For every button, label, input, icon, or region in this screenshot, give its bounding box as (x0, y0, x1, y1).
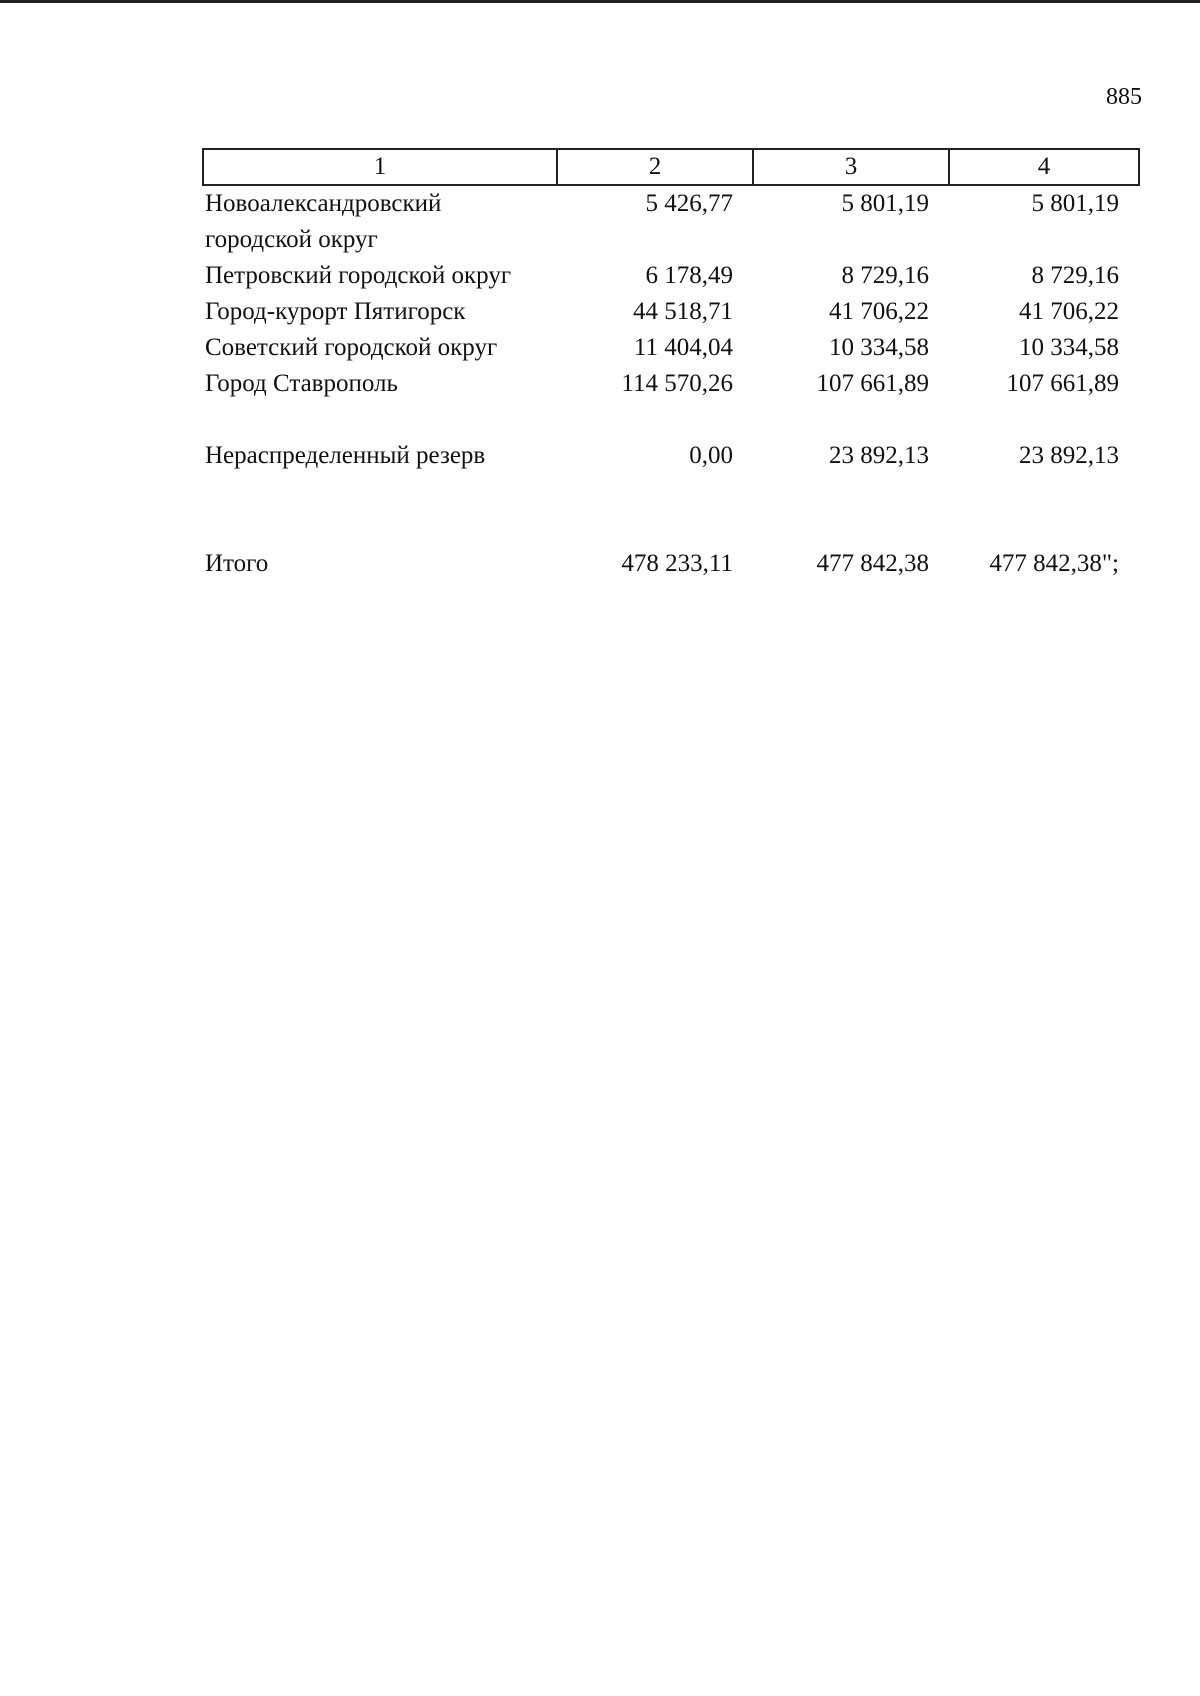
row-value-col4: 8 729,16 (1031, 262, 1119, 289)
row-name: Нераспределенный резерв (205, 442, 486, 469)
row-value-col3: 8 729,16 (841, 262, 929, 289)
row-value-col2: 11 404,04 (633, 334, 733, 361)
row-name: Петровский городской округ (205, 262, 512, 289)
row-value-col4: 107 661,89 (1006, 370, 1119, 397)
table-row-total (203, 474, 1139, 582)
table-row (203, 185, 1139, 258)
row-value-col3: 5 801,19 (841, 190, 929, 217)
row-name: Новоалександровский городской округ (205, 190, 442, 253)
row-value-col2: 5 426,77 (645, 190, 733, 217)
allocation-table (202, 148, 1140, 582)
row-name: Итого (205, 550, 269, 577)
table-row-reserve (203, 402, 1139, 474)
header-row (203, 149, 1139, 185)
table-row (203, 366, 1139, 402)
row-value-col3: 23 892,13 (829, 442, 929, 469)
row-value-col2: 6 178,49 (645, 262, 733, 289)
top-border-line (0, 0, 1200, 3)
page-number: 885 (1106, 84, 1142, 110)
row-value-col3: 107 661,89 (816, 370, 929, 397)
table-row (203, 330, 1139, 366)
table-body (203, 185, 1139, 582)
row-value-col4: 5 801,19 (1031, 190, 1119, 217)
row-value-col4: 41 706,22 (1019, 298, 1119, 325)
row-name: Советский городской округ (205, 334, 498, 361)
column-header-4: 4 (949, 149, 1139, 185)
row-value-col3: 477 842,38 (816, 550, 929, 577)
row-value-col4: 477 842,38"; (989, 550, 1119, 577)
column-header-1: 1 (203, 149, 557, 185)
allocation-table-container (202, 148, 1138, 582)
row-value-col2: 478 233,11 (621, 550, 733, 577)
row-value-col4: 23 892,13 (1019, 442, 1119, 469)
row-value-col3: 10 334,58 (829, 334, 929, 361)
table-header (203, 149, 1139, 185)
row-value-col2: 114 570,26 (621, 370, 733, 397)
row-value-col2: 44 518,71 (633, 298, 733, 325)
column-header-2: 2 (557, 149, 753, 185)
row-value-col3: 41 706,22 (829, 298, 929, 325)
table-row (203, 294, 1139, 330)
row-name: Город Ставрополь (205, 370, 398, 397)
table-row (203, 258, 1139, 294)
row-name: Город-курорт Пятигорск (205, 298, 466, 325)
row-value-col4: 10 334,58 (1019, 334, 1119, 361)
column-header-3: 3 (753, 149, 949, 185)
row-value-col2: 0,00 (689, 442, 733, 469)
